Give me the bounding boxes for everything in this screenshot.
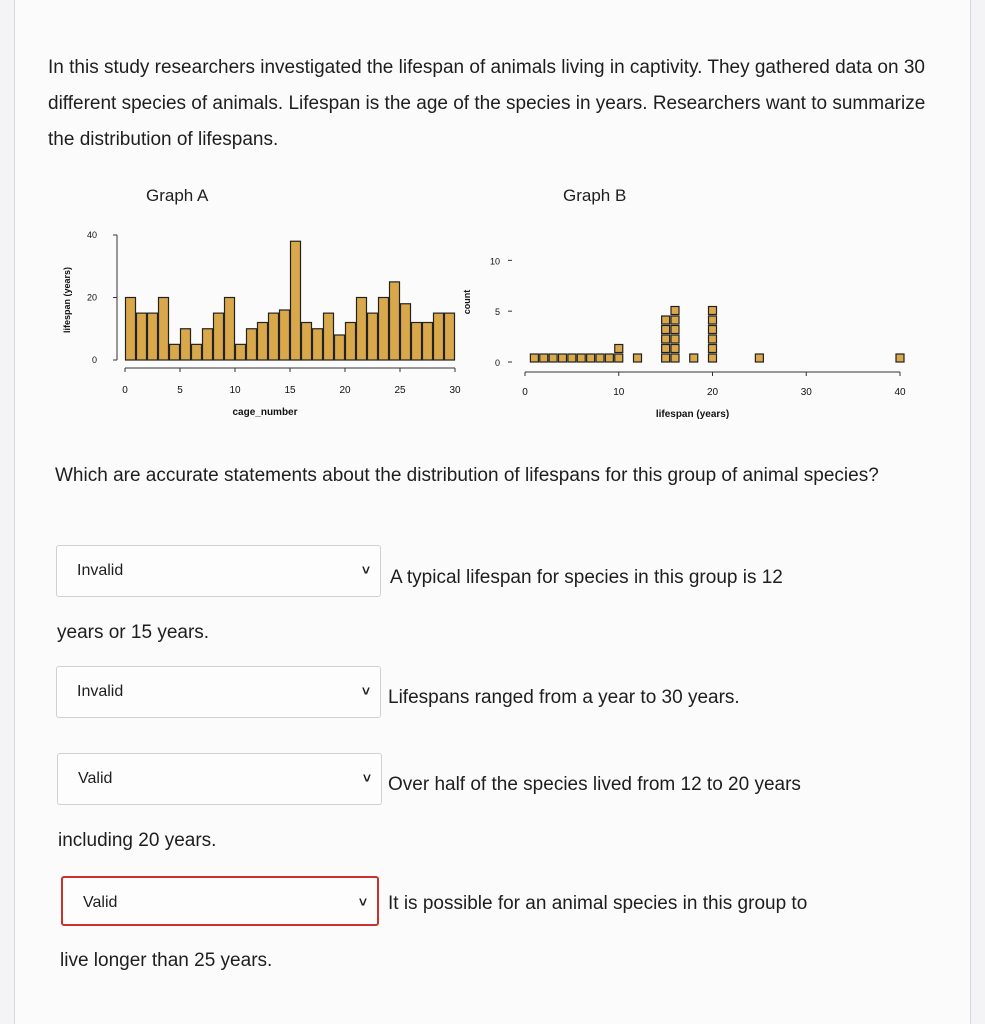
- y-tick-label: 10: [489, 256, 500, 267]
- bar: [280, 310, 290, 360]
- bar: [434, 313, 444, 360]
- statement-4-continuation: live longer than 25 years.: [60, 950, 273, 971]
- x-tick-label: 20: [706, 387, 719, 398]
- chevron-down-icon: ˅: [358, 894, 367, 910]
- statement-3-continuation: including 20 years.: [58, 830, 217, 851]
- intro-text: In this study researchers investigated the lifespan of animals living in captivity. They gathered data on 30 different species of animals. Lifespan is the age of the species in years. Researchers want to summarize the distribution of lifespans.: [48, 57, 926, 150]
- statement-2: Lifespans ranged from a year to 30 years.: [388, 687, 740, 708]
- x-tick-label: 30: [449, 385, 461, 396]
- x-tick-label: 30: [800, 387, 812, 398]
- dot: [671, 316, 679, 324]
- chevron-down-icon: ˅: [361, 562, 370, 578]
- chevron-down-icon: ˅: [362, 770, 371, 786]
- bar: [412, 323, 422, 361]
- x-axis-label: lifespan (years): [655, 409, 730, 420]
- bar: [390, 282, 400, 360]
- dot: [577, 354, 585, 362]
- question-text: Which are accurate statements about the distribution of lifespans for this group of animal species?: [55, 465, 879, 486]
- bar: [159, 298, 169, 361]
- select-value: Invalid: [77, 683, 124, 700]
- dot: [671, 345, 679, 353]
- y-axis-label: count: [462, 289, 472, 315]
- bar: [137, 313, 147, 360]
- bar: [214, 313, 224, 360]
- bar: [423, 323, 433, 361]
- bar: [203, 329, 213, 360]
- bar: [335, 335, 345, 360]
- bar: [258, 323, 268, 361]
- bar: [346, 323, 356, 361]
- bar: [291, 241, 301, 360]
- bar: [445, 313, 455, 360]
- answer-select-4[interactable]: [61, 876, 379, 926]
- dot: [755, 354, 763, 362]
- dot: [709, 316, 717, 324]
- bar: [126, 298, 136, 361]
- dot: [671, 354, 679, 362]
- dot: [540, 354, 548, 362]
- bar: [269, 313, 279, 360]
- y-tick-label: 20: [86, 292, 97, 303]
- x-tick-label: 5: [177, 385, 183, 396]
- x-tick-label: 20: [339, 385, 351, 396]
- statement-3: Over half of the species lived from 12 to 20 years: [388, 774, 801, 795]
- dot: [662, 316, 670, 324]
- bar: [368, 313, 378, 360]
- dot: [587, 354, 595, 362]
- statement-1-continuation: years or 15 years.: [57, 622, 210, 643]
- dot: [709, 326, 717, 334]
- y-tick-label: 40: [86, 230, 97, 240]
- answer-select-2[interactable]: [56, 666, 381, 718]
- dot: [615, 354, 623, 362]
- dot: [662, 335, 670, 343]
- dot: [671, 326, 679, 334]
- bar: [181, 329, 191, 360]
- answer-select-1[interactable]: [56, 545, 381, 597]
- x-tick-label: 40: [894, 387, 906, 398]
- y-tick-label: 5: [494, 307, 500, 318]
- dot: [709, 345, 717, 353]
- bar: [324, 313, 334, 360]
- bar: [357, 298, 367, 361]
- dot: [709, 335, 717, 343]
- graph-a-chart: [55, 220, 475, 430]
- statement-1: A typical lifespan for species in this group is 12: [390, 567, 783, 588]
- dot: [662, 345, 670, 353]
- x-tick-label: 0: [522, 387, 528, 398]
- x-tick-label: 0: [122, 385, 128, 396]
- dot: [662, 354, 670, 362]
- dot: [559, 354, 567, 362]
- bar: [379, 298, 389, 361]
- dot: [671, 307, 679, 315]
- bar: [313, 329, 323, 360]
- bar: [170, 344, 180, 360]
- x-tick-label: 25: [394, 385, 406, 396]
- dot: [605, 354, 613, 362]
- dot: [530, 354, 538, 362]
- x-tick-label: 10: [613, 387, 625, 398]
- dot: [709, 354, 717, 362]
- answer-select-3[interactable]: [57, 753, 382, 805]
- select-value: Valid: [78, 770, 113, 787]
- dot: [615, 345, 623, 353]
- dot: [690, 354, 698, 362]
- dot: [709, 307, 717, 315]
- dot: [671, 335, 679, 343]
- graph-b-title: Graph B: [563, 186, 627, 205]
- bar: [401, 304, 411, 360]
- y-tick-label: 0: [494, 358, 500, 368]
- x-tick-label: 10: [229, 385, 241, 396]
- y-tick-label: 0: [91, 355, 97, 365]
- dot: [896, 354, 904, 362]
- dot: [596, 354, 604, 362]
- bar: [247, 329, 257, 360]
- graph-a-title: Graph A: [146, 186, 209, 205]
- chevron-down-icon: ˅: [361, 683, 370, 699]
- dot: [634, 354, 642, 362]
- statement-4: It is possible for an animal species in this group to: [388, 893, 808, 914]
- bar: [236, 344, 246, 360]
- graph-b-chart: [462, 220, 920, 430]
- dot: [568, 354, 576, 362]
- bar: [148, 313, 158, 360]
- bar: [302, 323, 312, 361]
- x-axis-label: cage_number: [232, 407, 298, 418]
- x-tick-label: 15: [284, 385, 296, 396]
- select-value: Valid: [83, 894, 118, 911]
- bar: [192, 344, 202, 360]
- dot: [549, 354, 557, 362]
- select-value: Invalid: [77, 562, 124, 579]
- dot: [662, 326, 670, 334]
- y-axis-label: lifespan (years): [62, 266, 72, 334]
- bar: [225, 298, 235, 361]
